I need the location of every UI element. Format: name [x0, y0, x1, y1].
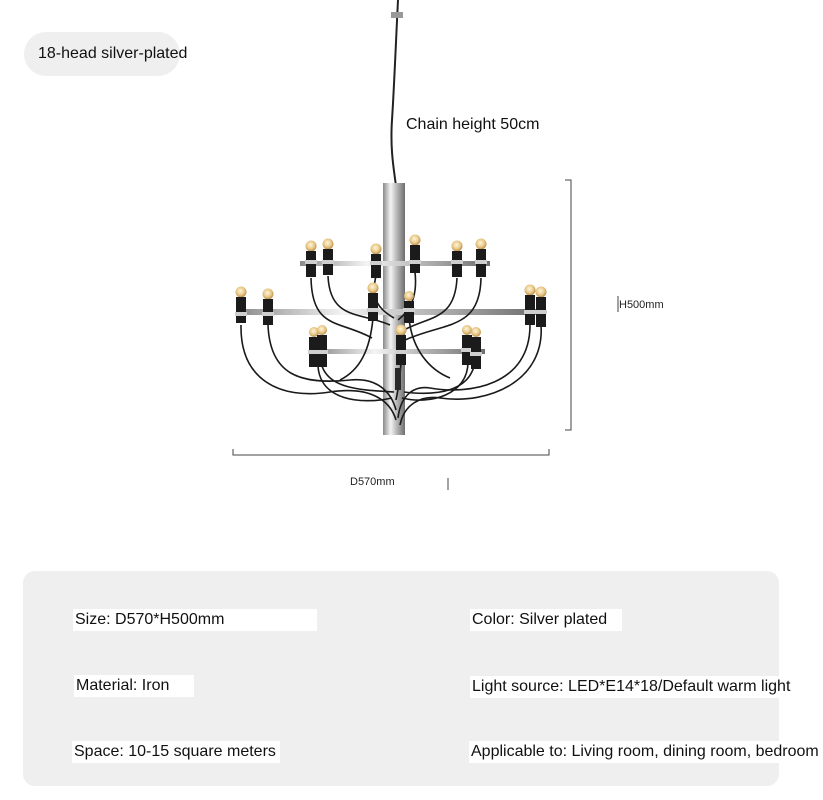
diameter-dimension-label: D570mm [350, 476, 395, 488]
hanging-cord [391, 0, 398, 186]
specs-panel [23, 571, 819, 786]
chain-height-label: Chain height 50cm [406, 116, 540, 133]
variant-badge-label: 18-head silver-plated [38, 45, 188, 62]
spec-size: Size: D570*H500mm [73, 609, 317, 631]
ceiling-clip [391, 12, 403, 18]
height-dimension-line [565, 180, 618, 430]
spec-applicable: Applicable to: Living room, dining room, bedroom [469, 741, 823, 763]
spec-color: Color: Silver plated [470, 609, 622, 631]
spec-space: Space: 10-15 square meters [72, 741, 280, 763]
height-dimension-label: H500mm [619, 299, 664, 311]
spec-light-source: Light source: LED*E14*18/Default warm light [470, 676, 794, 698]
spec-material: Material: Iron [74, 675, 194, 697]
